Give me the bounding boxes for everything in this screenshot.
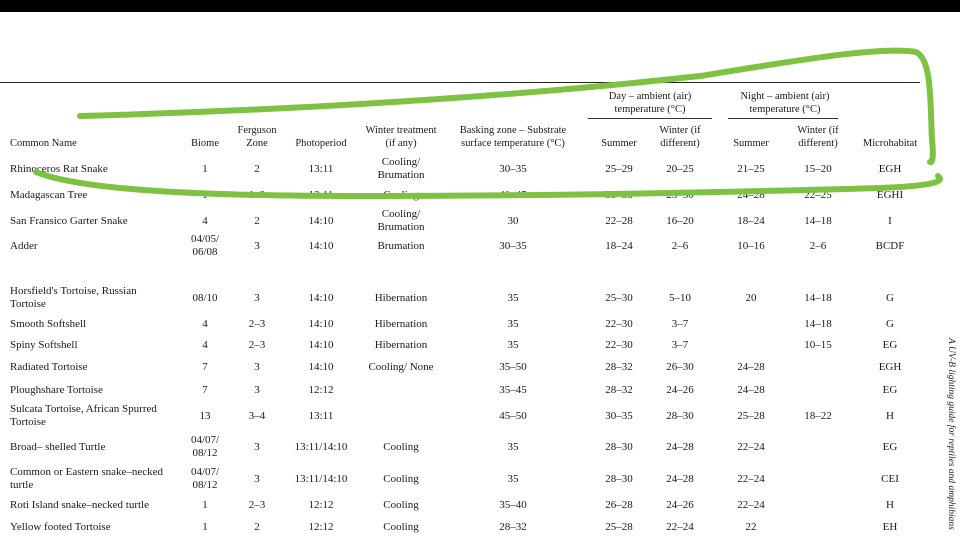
cell-ns: 10–16 — [737, 239, 765, 252]
cell-ds: 30–35 — [605, 188, 633, 201]
cell-ns: 22 — [745, 520, 757, 533]
cell-nw: 15–20 — [804, 162, 832, 175]
cell-ns: 24–28 — [737, 383, 765, 396]
cell-bask: 35 — [507, 338, 519, 351]
cell-bask: 45–50 — [499, 409, 527, 422]
cell-biome: 04/07/ 08/12 — [190, 466, 220, 491]
cell-micro: EG — [882, 383, 898, 396]
column-header-biome: Biome — [191, 137, 219, 149]
cell-biome: 1 — [202, 162, 208, 175]
group-underline-night — [728, 118, 838, 119]
cell-micro: EGH — [878, 162, 902, 175]
cell-bask: 35 — [507, 317, 519, 330]
cell-micro: G — [886, 317, 894, 330]
cell-zone: 3 — [254, 383, 260, 396]
cell-dw: 22–24 — [666, 520, 694, 533]
cell-micro: EGHI — [876, 188, 904, 201]
cell-micro: EGH — [878, 360, 902, 373]
cell-winter: Hibernation — [374, 291, 428, 304]
cell-photo: 14:10 — [308, 239, 334, 252]
cell-ns: 24–28 — [737, 188, 765, 201]
cell-winter: Cooling — [383, 520, 419, 533]
cell-name: Radiated Tortoise — [10, 360, 88, 373]
cell-biome: 4 — [202, 338, 208, 351]
cell-nw: 14–18 — [804, 317, 832, 330]
cell-ns: 20 — [745, 291, 757, 304]
cell-nw: 22–25 — [804, 188, 832, 201]
cell-dw: 16–20 — [666, 214, 694, 227]
cell-bask: 40–45 — [499, 188, 527, 201]
cell-micro: G — [886, 291, 894, 304]
cell-micro: H — [886, 498, 894, 511]
cell-ds: 25–29 — [605, 162, 633, 175]
cell-photo: 14:10 — [308, 338, 334, 351]
cell-winter: Cooling/ Brumation — [377, 208, 425, 233]
cell-name: Broad– shelled Turtle — [10, 440, 106, 453]
cell-name: Madagascan Tree — [10, 188, 88, 201]
cell-photo: 14:10 — [308, 317, 334, 330]
cell-ds: 25–30 — [605, 291, 633, 304]
cell-micro: EH — [882, 520, 898, 533]
cell-name: Ploughshare Tortoise — [10, 383, 103, 396]
cell-name: Spiny Softshell — [10, 338, 78, 351]
column-header-winter: Winter treatment (if any) — [365, 125, 437, 149]
cell-micro: I — [888, 214, 892, 227]
cell-dw: 24–28 — [666, 472, 694, 485]
cell-ds: 28–32 — [605, 360, 633, 373]
group-underline-day — [588, 118, 712, 119]
cell-biome: 1 — [202, 188, 208, 201]
cell-name: Rhinoceros Rat Snake — [10, 162, 108, 175]
cell-zone: 3–4 — [248, 409, 266, 422]
cell-bask: 30 — [507, 214, 519, 227]
side-note: A UV-B lighting guide for reptiles and amphibians — [946, 338, 956, 530]
column-header-nw: Winter (if different) — [797, 125, 839, 149]
cell-photo: 13:11 — [308, 409, 334, 422]
cell-bask: 30–35 — [499, 239, 527, 252]
cell-zone: 2 — [254, 214, 260, 227]
table-top-rule — [0, 82, 920, 83]
cell-nw: 14–18 — [804, 214, 832, 227]
cell-bask: 35–40 — [499, 498, 527, 511]
cell-ds: 22–30 — [605, 338, 633, 351]
cell-name: Roti Island snake–necked turtle — [10, 498, 149, 511]
cell-zone: 3 — [254, 472, 260, 485]
cell-photo: 14:10 — [308, 291, 334, 304]
cell-bask: 35 — [507, 291, 519, 304]
group-header-day: Day – ambient (air) temperature (°C) — [608, 91, 692, 115]
cell-bask: 35 — [507, 472, 519, 485]
cell-ns: 25–28 — [737, 409, 765, 422]
cell-bask: 35–50 — [499, 360, 527, 373]
cell-biome: 08/10 — [192, 291, 218, 304]
cell-micro: CEI — [881, 472, 899, 485]
cell-biome: 1 — [202, 520, 208, 533]
cell-dw: 25–30 — [666, 188, 694, 201]
cell-ns: 24–28 — [737, 360, 765, 373]
cell-winter: Cooling — [383, 472, 419, 485]
cell-biome: 4 — [202, 214, 208, 227]
cell-ds: 26–28 — [605, 498, 633, 511]
cell-winter: Cooling — [383, 188, 419, 201]
cell-ds: 25–28 — [605, 520, 633, 533]
cell-bask: 35 — [507, 440, 519, 453]
column-header-name: Common Name — [10, 137, 77, 149]
cell-zone: 2 — [254, 162, 260, 175]
cell-photo: 12:12 — [308, 383, 334, 396]
cell-name: San Fransico Garter Snake — [10, 214, 128, 227]
cell-ds: 28–32 — [605, 383, 633, 396]
cell-ds: 22–30 — [605, 317, 633, 330]
column-header-ns: Summer — [733, 137, 769, 149]
cell-bask: 28–32 — [499, 520, 527, 533]
cell-nw: 18–22 — [804, 409, 832, 422]
cell-name: Smooth Softshell — [10, 317, 87, 330]
cell-ds: 28–30 — [605, 440, 633, 453]
cell-bask: 30–35 — [499, 162, 527, 175]
cell-biome: 4 — [202, 317, 208, 330]
cell-zone: 3 — [254, 291, 260, 304]
cell-ns: 22–24 — [737, 440, 765, 453]
cell-dw: 3–7 — [671, 338, 689, 351]
cell-photo: 14:10 — [308, 360, 334, 373]
cell-winter: Hibernation — [374, 317, 428, 330]
cell-name: Yellow footed Tortoise — [10, 520, 111, 533]
cell-dw: 24–28 — [666, 440, 694, 453]
cell-zone: 2 — [254, 520, 260, 533]
cell-photo: 13:11/14:10 — [294, 472, 348, 485]
cell-name: Horsfield's Tortoise, Russian Tortoise — [10, 285, 137, 310]
column-header-dw: Winter (if different) — [659, 125, 701, 149]
cell-winter: Cooling — [383, 498, 419, 511]
cell-winter: Brumation — [377, 239, 425, 252]
cell-biome: 13 — [199, 409, 211, 422]
cell-biome: 04/05/ 06/08 — [190, 233, 220, 258]
cell-zone: 3 — [254, 440, 260, 453]
cell-ds: 30–35 — [605, 409, 633, 422]
cell-ds: 22–28 — [605, 214, 633, 227]
cell-biome: 7 — [202, 383, 208, 396]
cell-ns: 21–25 — [737, 162, 765, 175]
group-header-night: Night – ambient (air) temperature (°C) — [740, 91, 830, 115]
cell-ds: 18–24 — [605, 239, 633, 252]
cell-name: Sulcata Tortoise, African Spurred Tortoise — [10, 403, 157, 428]
column-header-bask: Basking zone – Substrate surface temperature (°C) — [459, 125, 567, 149]
cell-winter: Cooling/ Brumation — [377, 156, 425, 181]
cell-biome: 7 — [202, 360, 208, 373]
top-black-bar — [0, 0, 960, 12]
cell-photo: 12:12 — [308, 520, 334, 533]
column-header-micro: Microhabitat — [862, 137, 918, 149]
cell-dw: 24–26 — [666, 498, 694, 511]
cell-dw: 5–10 — [669, 291, 691, 304]
cell-zone: 2–3 — [248, 338, 266, 351]
cell-photo: 12:12 — [308, 498, 334, 511]
cell-ns: 18–24 — [737, 214, 765, 227]
cell-micro: EG — [882, 338, 898, 351]
cell-zone: 1–2 — [248, 188, 266, 201]
cell-micro: EG — [882, 440, 898, 453]
column-header-photo: Photoperiod — [295, 137, 347, 149]
cell-zone: 2–3 — [248, 317, 266, 330]
cell-ds: 28–30 — [605, 472, 633, 485]
cell-ns: 22–24 — [737, 498, 765, 511]
cell-dw: 3–7 — [671, 317, 689, 330]
cell-photo: 13:11 — [308, 188, 334, 201]
cell-micro: BCDF — [875, 239, 905, 252]
column-header-ds: Summer — [601, 137, 637, 149]
cell-dw: 26–30 — [666, 360, 694, 373]
cell-ns: 22–24 — [737, 472, 765, 485]
cell-nw: 2–6 — [809, 239, 827, 252]
cell-winter: Cooling — [383, 440, 419, 453]
cell-name: Adder — [10, 239, 38, 252]
cell-dw: 2–6 — [671, 239, 689, 252]
cell-photo: 13:11 — [308, 162, 334, 175]
cell-dw: 28–30 — [666, 409, 694, 422]
cell-dw: 20–25 — [666, 162, 694, 175]
cell-zone: 3 — [254, 360, 260, 373]
cell-winter: Hibernation — [374, 338, 428, 351]
cell-nw: 10–15 — [804, 338, 832, 351]
cell-name: Common or Eastern snake–necked turtle — [10, 466, 164, 491]
cell-zone: 2–3 — [248, 498, 266, 511]
cell-photo: 14:10 — [308, 214, 334, 227]
cell-bask: 35–45 — [499, 383, 527, 396]
cell-biome: 04/07/ 08/12 — [190, 434, 220, 459]
cell-winter: Cooling/ None — [368, 360, 434, 373]
cell-nw: 14–18 — [804, 291, 832, 304]
cell-micro: H — [886, 409, 894, 422]
cell-zone: 3 — [254, 239, 260, 252]
cell-biome: 1 — [202, 498, 208, 511]
cell-dw: 24–26 — [666, 383, 694, 396]
cell-photo: 13:11/14:10 — [294, 440, 348, 453]
column-header-zone: Ferguson Zone — [237, 125, 277, 149]
